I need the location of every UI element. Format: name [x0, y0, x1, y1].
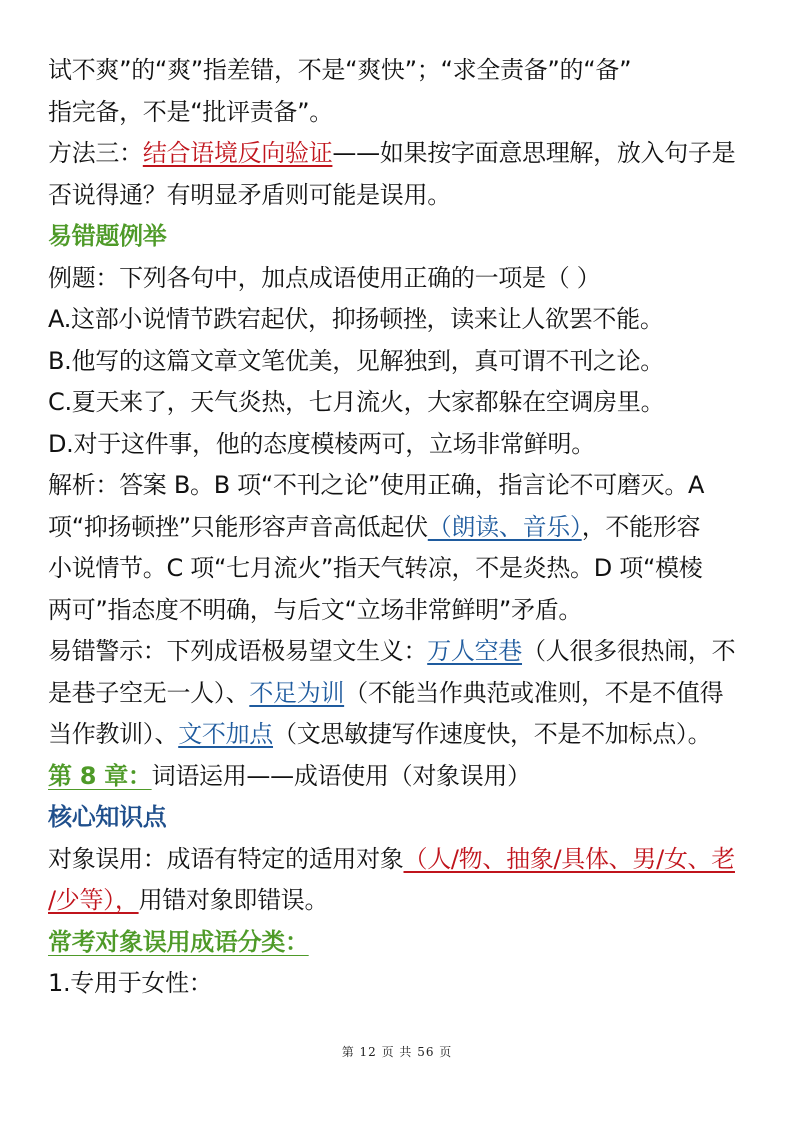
highlight-term: 不足为训 — [249, 678, 345, 707]
list-item: 1.专用于女性： — [48, 969, 213, 997]
option-b: B.他写的这篇文章文笔优美，见解独到，真可谓不刊之论。 — [48, 346, 664, 375]
document-body — [48, 50, 758, 1005]
question-stem: 例题：下列各句中，加点成语使用正确的一项是（ ） — [48, 263, 601, 292]
highlight-term: 结合语境反向验证 — [142, 139, 333, 167]
text-line: 否说得通？有明显矛盾则可能是误用。 — [48, 180, 451, 209]
warning-line: 易错警示：下列成语极易望文生义：万人空巷（人很多很热闹，不 — [48, 637, 736, 665]
analysis-line: 两可”指态度不明确，与后文“立场非常鲜明”矛盾。 — [48, 595, 583, 624]
highlight-term: 万人空巷 — [427, 637, 523, 665]
definition-line: 对象误用：成语有特定的适用对象（人/物、抽象/具体、男/女、老 — [48, 844, 735, 873]
section-heading: 常考对象误用成语分类： — [48, 927, 309, 956]
chapter-heading: 第 8 章：词语运用——成语使用（对象误用） — [48, 761, 531, 790]
chapter-number: 第 8 章： — [48, 761, 152, 790]
analysis-line: 小说情节。C 项“七月流火”指天气转凉，不是炎热。D 项“模棱 — [48, 554, 703, 582]
option-c: C.夏天来了，天气炎热，七月流火，大家都躲在空调房里。 — [48, 388, 665, 416]
highlight-term: 文不加点 — [178, 720, 274, 748]
option-d: D.对于这件事，他的态度模棱两可，立场非常鲜明。 — [48, 429, 595, 458]
text-line: 试不爽”的“爽”指差错，不是“爽快”；“求全责备”的“备” — [48, 56, 632, 84]
option-a: A.这部小说情节跌宕起伏，抑扬顿挫，读来让人欲罢不能。 — [48, 305, 664, 333]
page-footer: 第 12 页 共 56 页 — [341, 1045, 453, 1059]
method-three-line: 方法三：结合语境反向验证——如果按字面意思理解，放入句子是 — [48, 139, 736, 167]
definition-line: /少等），用错对象即错误。 — [48, 886, 329, 914]
highlight-term: （人/物、抽象/具体、男/女、老 — [403, 844, 735, 873]
highlight-term: （朗读、音乐） — [427, 512, 582, 541]
highlight-term: /少等）， — [48, 886, 139, 914]
analysis-line: 解析：答案 B。B 项“不刊之论”使用正确，指言论不可磨灭。A — [48, 471, 705, 499]
section-heading: 易错题例举 — [48, 222, 167, 250]
warning-line: 当作教训）、文不加点（文思敏捷写作速度快，不是不加标点）。 — [48, 720, 712, 748]
section-heading: 核心知识点 — [48, 803, 167, 831]
text-line: 指完备，不是“批评责备”。 — [48, 97, 333, 126]
warning-line: 是巷子空无一人）、不足为训（不能当作典范或准则，不是不值得 — [48, 678, 724, 707]
analysis-line: 项“抑扬顿挫”只能形容声音高低起伏（朗读、音乐），不能形容 — [48, 512, 701, 541]
